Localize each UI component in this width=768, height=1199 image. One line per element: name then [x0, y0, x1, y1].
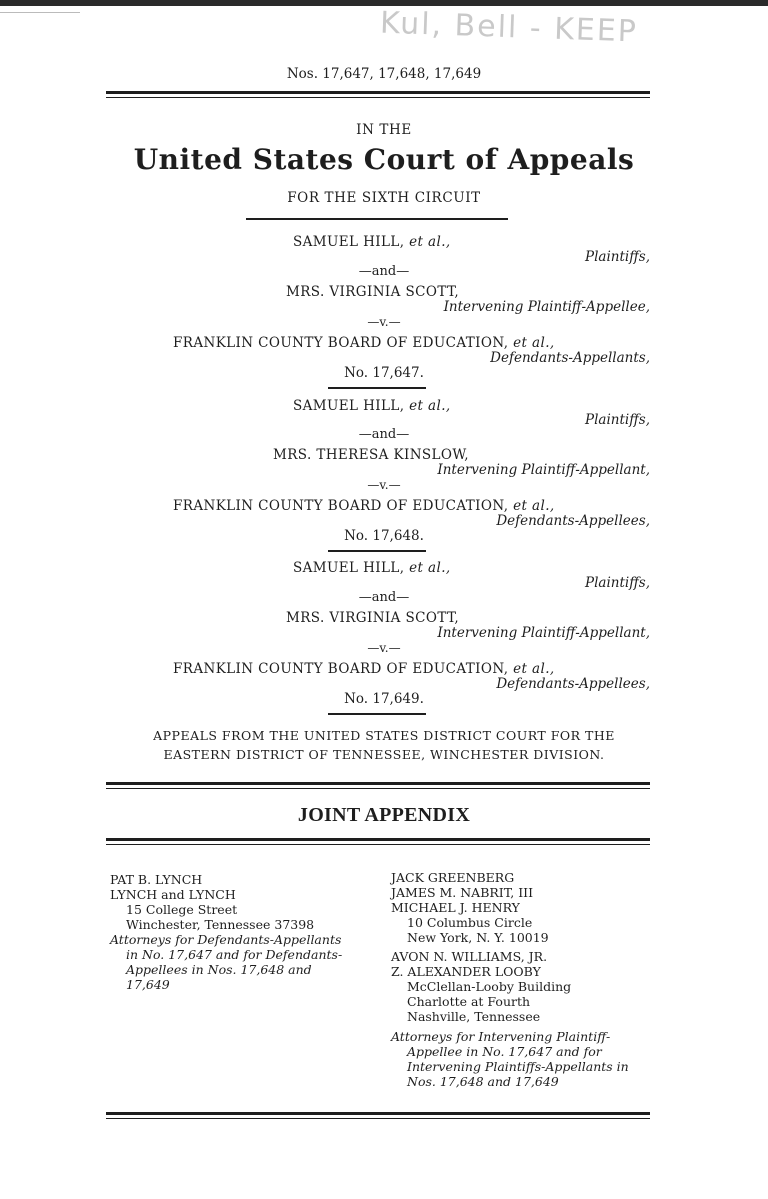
circuit: FOR THE SIXTH CIRCUIT	[287, 190, 481, 206]
attorney-role-line: 17,649	[126, 977, 170, 992]
court-name: United States Court of Appeals	[133, 143, 635, 176]
corner-mark	[0, 6, 80, 13]
case-2-versus: —v.—	[367, 478, 401, 492]
case-2-intervenor-role: Intervening Plaintiff-Appellant,	[437, 462, 650, 478]
case-1-intervenor: MRS. VIRGINIA SCOTT,	[286, 284, 460, 300]
case-1-and: —and—	[358, 264, 410, 279]
address-building: McClellan-Looby Building	[407, 979, 572, 994]
attorney-role-line: Attorneys for Intervening Plaintiff-	[391, 1029, 611, 1044]
address-street: 10 Columbus Circle	[407, 915, 533, 930]
case-1-intervenor-role: Intervening Plaintiff-Appellee,	[443, 299, 650, 315]
attorney-name: AVON N. WILLIAMS, JR.	[391, 949, 548, 964]
attorney-role-line: Attorneys for Defendants-Appellants	[110, 932, 342, 947]
attorney-role-line: Intervening Plaintiffs-Appellants in	[407, 1059, 629, 1074]
case-numbers: Nos. 17,647, 17,648, 17,649	[286, 66, 482, 82]
attorney-name: MICHAEL J. HENRY	[391, 900, 520, 915]
header-double-rule	[106, 91, 650, 98]
title-top-rule	[106, 782, 650, 789]
case-2-intervenor: MRS. THERESA KINSLOW,	[273, 447, 469, 463]
case-2-defendant: FRANKLIN COUNTY BOARD OF EDUCATION, et al.,	[173, 498, 555, 514]
case-3-plaintiff: SAMUEL HILL, et al.,	[293, 560, 451, 576]
case-1-defendant-role: Defendants-Appellants,	[490, 350, 650, 366]
case-3-rule	[328, 713, 426, 715]
handwritten-margin-note: Kul, Bell - KEEP	[379, 5, 639, 50]
case-3-intervenor-role: Intervening Plaintiff-Appellant,	[437, 625, 650, 641]
case-1-plaintiff-role: Plaintiffs,	[585, 249, 650, 265]
attorney-role-line: Appellees in Nos. 17,648 and	[126, 962, 312, 977]
case-3-and: —and—	[358, 590, 410, 605]
case-1-number: No. 17,647.	[344, 365, 424, 381]
attorneys-right	[391, 870, 629, 1089]
attorney-name: PAT B. LYNCH	[110, 872, 203, 887]
case-2-defendant-role: Defendants-Appellees,	[496, 513, 650, 529]
case-2-and: —and—	[358, 427, 410, 442]
address-city: New York, N. Y. 10019	[407, 930, 549, 945]
case-2-rule	[328, 550, 426, 552]
case-2-plaintiff: SAMUEL HILL, et al.,	[293, 398, 451, 414]
in-the: IN THE	[356, 122, 412, 138]
attorney-role-line: in No. 17,647 and for Defendants-	[126, 947, 343, 962]
footer-double-rule	[106, 1112, 650, 1119]
case-3-versus: —v.—	[367, 641, 401, 655]
appeal-line-1: APPEALS FROM THE UNITED STATES DISTRICT COURT FOR THE	[153, 728, 615, 743]
case-2-plaintiff-role: Plaintiffs,	[585, 412, 650, 428]
attorney-name: JAMES M. NABRIT, III	[391, 885, 534, 900]
address-street: 15 College Street	[126, 902, 238, 917]
attorney-role-line: Appellee in No. 17,647 and for	[407, 1044, 602, 1059]
address-street: Charlotte at Fourth	[407, 994, 531, 1009]
title-bottom-rule	[106, 838, 650, 845]
attorney-name: Z. ALEXANDER LOOBY	[391, 964, 541, 979]
law-firm: LYNCH and LYNCH	[110, 887, 236, 902]
circuit-rule	[246, 218, 508, 220]
appeal-line-2: EASTERN DISTRICT OF TENNESSEE, WINCHESTER DIVISION.	[163, 747, 605, 762]
attorneys-left	[110, 872, 342, 992]
document-title: JOINT APPENDIX	[297, 804, 471, 826]
case-2-number: No. 17,648.	[344, 528, 424, 544]
case-3-defendant: FRANKLIN COUNTY BOARD OF EDUCATION, et al.,	[173, 661, 555, 677]
attorney-name: JACK GREENBERG	[391, 870, 515, 885]
case-1-rule	[328, 387, 426, 389]
case-3-plaintiff-role: Plaintiffs,	[585, 575, 650, 591]
attorney-role-line: Nos. 17,648 and 17,649	[407, 1074, 559, 1089]
case-1-plaintiff: SAMUEL HILL, et al.,	[293, 234, 451, 250]
address-city: Winchester, Tennessee 37398	[126, 917, 315, 932]
case-1-versus: —v.—	[367, 315, 401, 329]
case-1-defendant: FRANKLIN COUNTY BOARD OF EDUCATION, et al.,	[173, 335, 555, 351]
case-3-number: No. 17,649.	[344, 691, 424, 707]
address-city: Nashville, Tennessee	[407, 1009, 541, 1024]
case-3-defendant-role: Defendants-Appellees,	[496, 676, 650, 692]
case-3-intervenor: MRS. VIRGINIA SCOTT,	[286, 610, 460, 626]
